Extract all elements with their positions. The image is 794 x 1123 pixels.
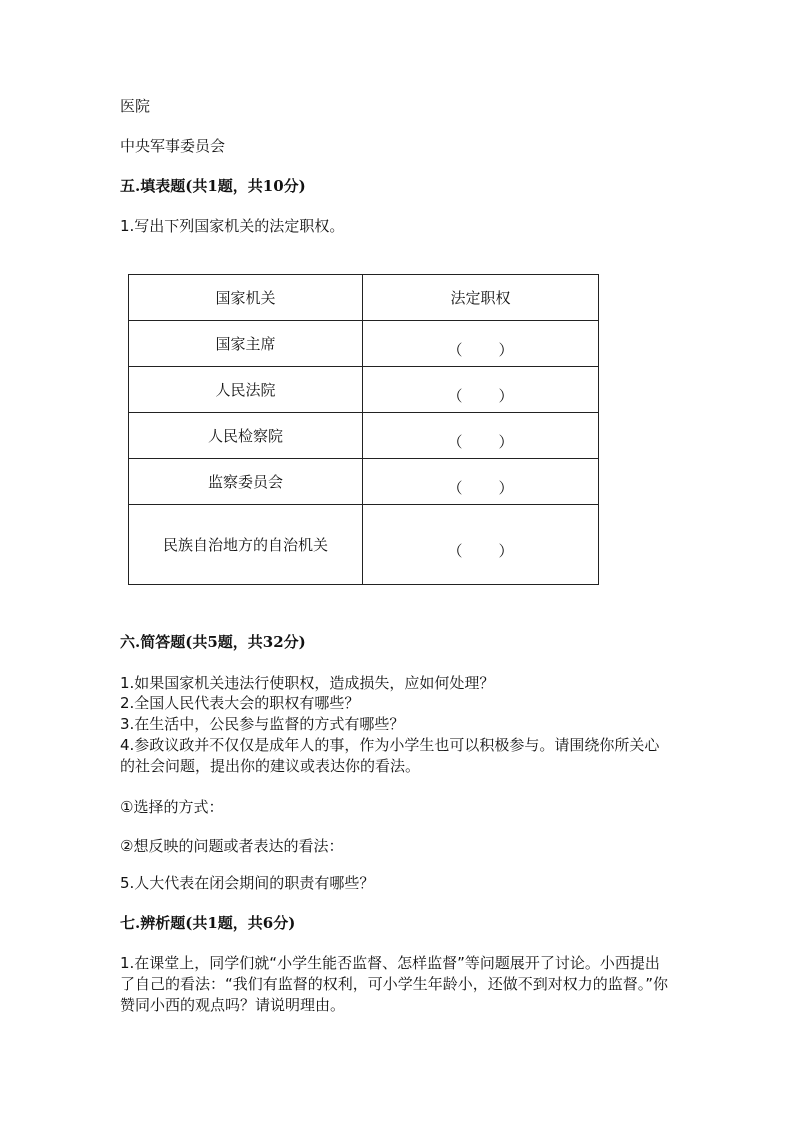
section6-q3: 3.在生活中，公民参与监督的方式有哪些？ [120,715,405,733]
section6-q4: 4.参政议政并不仅仅是成年人的事，作为小学生也可以积极参与。请围绕你所关心的社会问题，提出你的建议或表达你的看法。 [120,736,660,775]
table-row [129,321,599,367]
organ-cell: 人民法院 [129,367,363,413]
answer-line-hospital: 医院 [120,97,151,115]
section5-heading: 五.填表题(共1题，共10分) [120,177,306,195]
organ-cell: 监察委员会 [129,459,363,505]
section6-heading: 六.简答题(共5题，共32分) [120,633,306,651]
answer-blank[interactable]: （ ） [363,367,599,413]
table-row [129,505,599,585]
authority-table [128,274,599,585]
section6-q4-option2: ②想反映的问题或者表达的看法： [120,837,344,855]
organ-cell: 国家主席 [129,321,363,367]
answer-line-military-commission: 中央军事委员会 [120,137,226,155]
section6-q5: 5.人大代表在闭会期间的职责有哪些？ [120,874,375,892]
organ-cell: 民族自治地方的自治机关 [129,505,363,585]
answer-blank[interactable]: （ ） [363,413,599,459]
table-row [129,459,599,505]
table-header-row [129,275,599,321]
section7-q1: 1.在课堂上，同学们就“小学生能否监督、怎样监督”等问题展开了讨论。小西提出了自己的看法：“我们有监督的权利，可小学生年龄小，还做不到对权力的监督。”你赞同小西的观点吗？请说明理由。 [120,954,669,1014]
section6-q2: 2.全国人民代表大会的职权有哪些？ [120,694,360,712]
section6-q4-option1: ①选择的方式： [120,798,224,816]
answer-blank[interactable]: （ ） [363,505,599,585]
header-organ: 国家机关 [129,275,363,321]
section6-q1: 1.如果国家机关违法行使职权，造成损失，应如何处理？ [120,674,495,692]
organ-cell: 人民检察院 [129,413,363,459]
table-row [129,413,599,459]
answer-blank[interactable]: （ ） [363,459,599,505]
section5-question: 1.写出下列国家机关的法定职权。 [120,217,345,235]
section7-heading: 七.辨析题(共1题，共6分) [120,914,296,932]
table-row [129,367,599,413]
header-authority: 法定职权 [363,275,599,321]
answer-blank[interactable]: （ ） [363,321,599,367]
